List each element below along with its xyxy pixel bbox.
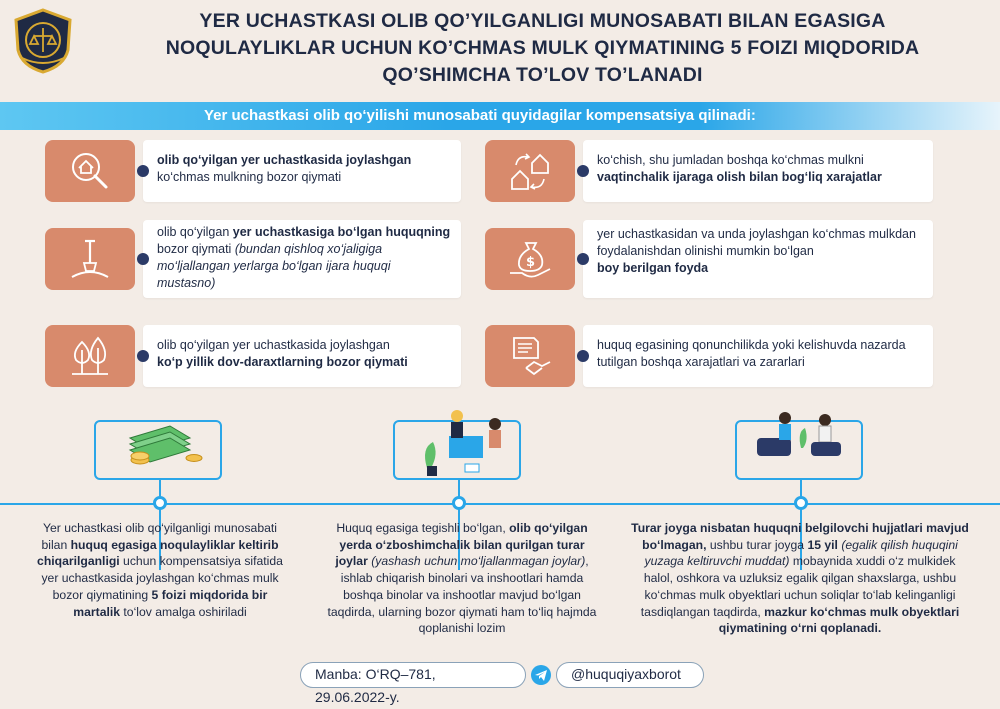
icon-box [45, 228, 135, 290]
telegram-icon[interactable] [531, 665, 551, 685]
page-title [95, 8, 990, 89]
money-stack-icon [110, 408, 210, 478]
item-text: yer uchastkasidan va unda joylashgan ko‘chmas mulkdan foydalanishdan olinishi mumkin bo‘lgan [597, 227, 916, 258]
compensation-item [485, 140, 955, 202]
icon-box [485, 325, 575, 387]
office-meeting-icon [409, 408, 509, 486]
icon-box [45, 325, 135, 387]
item-text: olib qo‘yilgan yer uchastkasida joylashgan [157, 338, 390, 352]
item-text-card [143, 140, 461, 202]
item-bold-text: olib qo‘yilgan yer uchastkasida joylashgan [157, 153, 412, 167]
item-text: ko‘chmas mulkning bozor qiymati [157, 170, 342, 184]
item-text-card [583, 220, 933, 298]
timeline-line [0, 503, 1000, 505]
source-pill: Manba: O‘RQ–781, 29.06.2022-y. [300, 662, 526, 688]
relocation-houses-icon [508, 149, 552, 193]
scene-frame-money [94, 420, 222, 480]
col-text: ushbu turar joyga [706, 537, 808, 552]
contract-handshake-icon [508, 334, 552, 378]
item-italic-text: (bundan qishloq xo‘jaligiga mo‘ljallangan yerlarga bo‘lgan ijara huquqi mustasno) [157, 242, 391, 290]
channel-handle-link[interactable]: @huquqiyaxborot [556, 662, 704, 688]
item-text: olib qo‘yilgan [157, 225, 233, 239]
item-text: ko‘chish, shu jumladan boshqa ko‘chmas mulkni [597, 153, 864, 167]
compensation-item [45, 225, 465, 290]
col-italic-text: (yashash uchun mo‘ljallanmagan joylar) [367, 554, 586, 569]
info-column-right [630, 520, 970, 637]
money-bag-hand-icon [508, 237, 552, 281]
icon-box [45, 140, 135, 202]
connector-dot [577, 253, 589, 265]
col-text-3: to‘lov amalga oshiriladi [120, 604, 247, 619]
compensation-item [45, 140, 465, 202]
item-text-card [583, 325, 933, 387]
item-text-card [143, 220, 461, 298]
col-text-2: , ishlab chiqarish binolari va inshootlari hamda boshqa binolar va inshootlar mavjud bo‘lgan taqdirda, ularning bozor qiymati ham to‘liq hajmda qoplanishi lozim [327, 554, 597, 636]
col-bold-text-2: 15 yil [807, 537, 838, 552]
compensation-panel [45, 140, 955, 392]
info-column-middle [322, 520, 602, 637]
ministry-emblem [8, 6, 78, 76]
svg-text:$: $ [526, 255, 536, 270]
compensation-item [485, 325, 955, 387]
trees-icon [68, 334, 112, 378]
title-line-3: QO’SHIMCHA TO’LOV TO’LANADI [382, 64, 703, 86]
title-line-2: NOQULAYLIKLAR UCHUN KO’CHMAS MULK QIYMATINING 5 FOIZI MIQDORIDA [165, 37, 920, 59]
col-bold-text: olib qo‘yilgan yerda o‘zboshimchalik bilan qurilgan turar joylar [335, 521, 588, 569]
shovel-land-icon [68, 237, 112, 281]
compensation-item [45, 325, 465, 387]
item-text: huquq egasining qonunchilikda yoki kelishuvda nazarda tutilgan boshqa xarajatlari va zararlari [597, 338, 906, 369]
col-bold-text: huquq egasiga noqulayliklar keltirib chiqarilganligi [37, 537, 279, 569]
timeline-dot [794, 496, 808, 510]
item-bold-text: vaqtinchalik ijaraga olish bilan bog‘liq xarajatlar [597, 170, 882, 184]
col-bold-text-3: mazkur ko‘chmas mulk obyektlari qiymatining o‘rni qoplanadi. [718, 604, 960, 636]
scene-illustrations [0, 405, 1000, 505]
col-text-2: mobaynida xuddi o‘z mulkidek halol, oshkora va uzluksiz egalik qilgan shaxslarga, ushbu ko‘chmas mulk obyektlari uchun soliqlar to‘lab kelinganligi tasdiqlangan taqdirda, [640, 554, 957, 619]
item-text-card [143, 325, 461, 387]
section-banner: Yer uchastkasi olib qo‘yilishi munosabati quyidagilar kompensatsiya qilinadi: [0, 102, 1000, 130]
item-text-card [583, 140, 933, 202]
scene-frame-office [393, 420, 521, 480]
house-search-icon [68, 149, 112, 193]
item-bold-text: yer uchastkasiga bo‘lgan huquqning [232, 225, 451, 239]
connector-dot [137, 253, 149, 265]
item-bold-text: boy berilgan foyda [597, 261, 709, 275]
connector-dot [577, 165, 589, 177]
compensation-item [485, 228, 955, 290]
col-text: Yer uchastkasi olib qo‘yilganligi munosabati bilan [41, 521, 277, 552]
title-line-1: YER UCHASTKASI OLIB QO’YILGANLIGI MUNOSABATI BILAN EGASIGA [199, 10, 886, 32]
col-bold-text-2: 5 foizi miqdorida bir martalik [73, 587, 268, 619]
info-column-left [30, 520, 290, 620]
family-sofa-icon [751, 408, 851, 480]
connector-dot [137, 165, 149, 177]
item-text-2: bozor qiymati [157, 242, 235, 256]
connector-dot [577, 350, 589, 362]
item-bold-text: ko‘p yillik dov-daraxtlarning bozor qiymati [157, 355, 408, 369]
icon-box [485, 228, 575, 290]
col-italic-text: (egalik qilish huquqini yuzaga keltiruvchi muddat) [644, 537, 958, 569]
connector-dot [137, 350, 149, 362]
scene-frame-living-room [735, 420, 863, 480]
col-text: Huquq egasiga tegishli bo‘lgan, [336, 521, 510, 535]
icon-box [485, 140, 575, 202]
timeline-dot [153, 496, 167, 510]
col-bold-text: Turar joyga nisbatan huquqni belgilovchi hujjatlari mavjud bo‘lmagan, [631, 521, 969, 552]
col-text-2: uchun kompensatsiya sifatida yer uchastkasida joylashgan ko‘chmas mulk bozor qiymatining [41, 554, 283, 602]
timeline-dot [452, 496, 466, 510]
